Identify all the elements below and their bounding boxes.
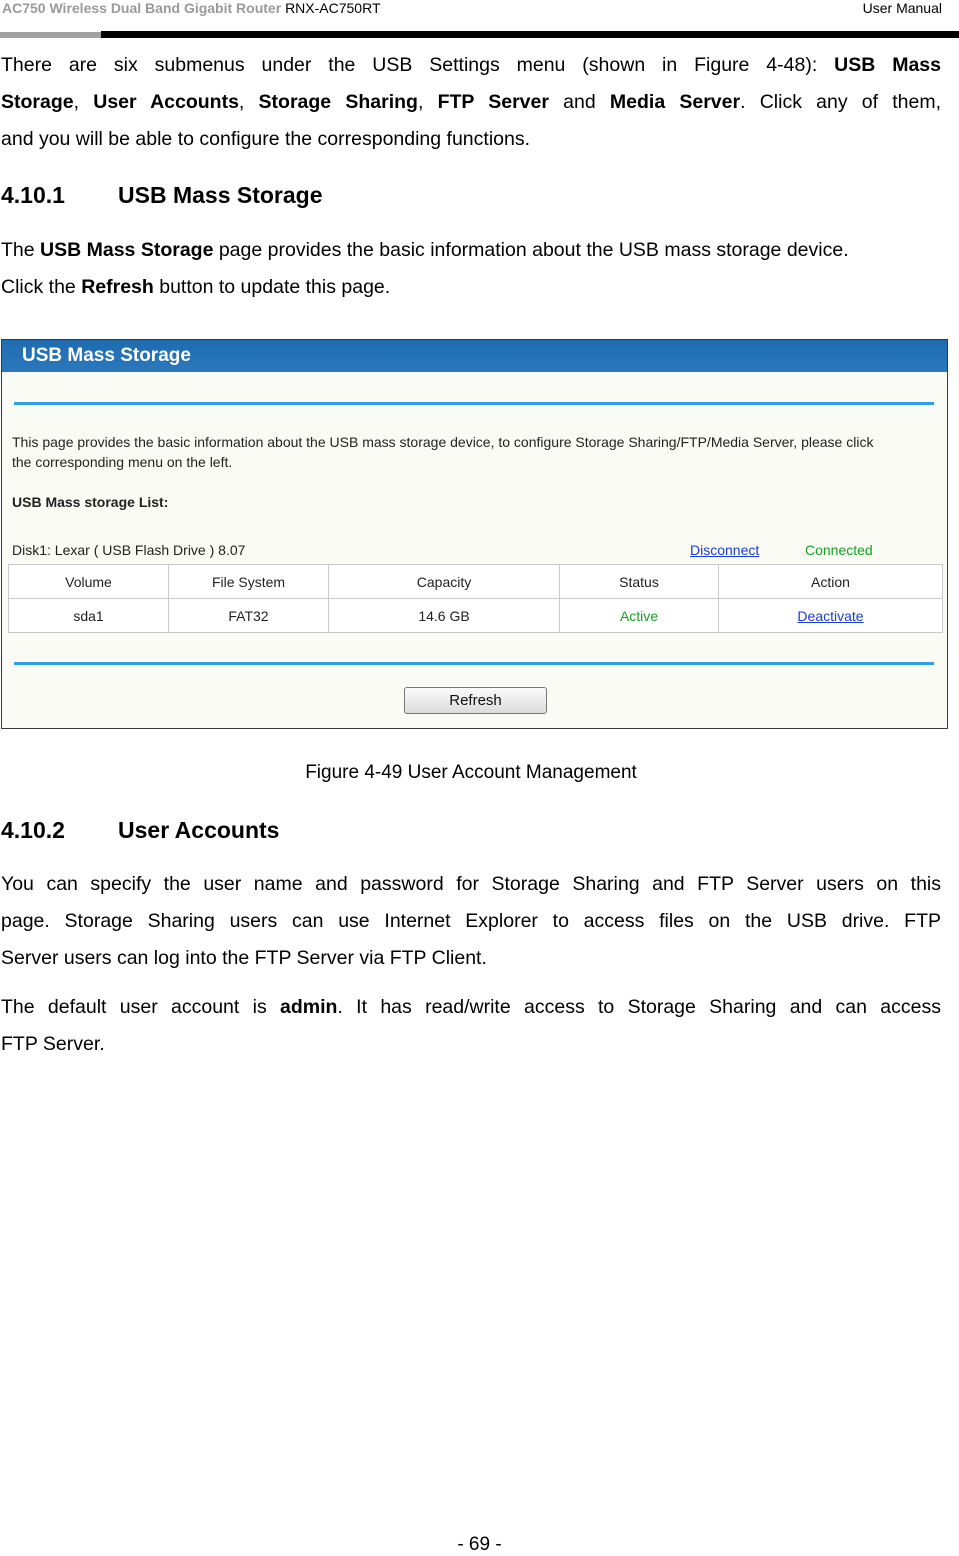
- table-row: [9, 599, 943, 633]
- section-title: User Accounts: [118, 817, 280, 843]
- cell-status: Active: [560, 599, 719, 633]
- header-manual: User Manual: [862, 0, 942, 16]
- section2-paragraph-2: [1, 989, 941, 1063]
- s1-text-c: page provides the basic information about the USB mass storage device.: [213, 239, 849, 261]
- refresh-button[interactable]: Refresh: [404, 687, 547, 714]
- col-file-system: File System: [169, 565, 329, 599]
- intro-and: and: [548, 91, 610, 113]
- col-volume: Volume: [9, 565, 169, 599]
- col-action: Action: [719, 565, 943, 599]
- usb-mass-storage-screenshot: [1, 339, 948, 729]
- figure-divider-top: [14, 402, 934, 405]
- deactivate-link[interactable]: Deactivate: [719, 599, 943, 633]
- s2-p2-line-2: FTP Server.: [1, 1033, 105, 1055]
- intro-line-2: [1, 84, 941, 121]
- storage-list-label: USB Mass storage List:: [12, 494, 169, 510]
- figure-title: USB Mass Storage: [2, 340, 947, 372]
- intro-tail: . Click any of them,: [740, 91, 942, 113]
- figure-divider-bottom: [14, 662, 934, 665]
- header-product: [2, 0, 381, 16]
- section-number: 4.10.1: [1, 182, 65, 208]
- s1-text-d: Click the: [1, 276, 82, 298]
- intro-bold-storage-sharing: Storage Sharing: [258, 91, 418, 113]
- intro-bold-usb-mass: USB Mass: [834, 54, 941, 76]
- intro-paragraph: [1, 47, 941, 158]
- s2-line-2: page. Storage Sharing users can use Internet Explorer to access files on the USB drive. FTP: [1, 910, 941, 932]
- s1-text-a: The: [1, 239, 41, 261]
- usb-storage-table: [8, 564, 943, 633]
- s2-text-c: . It has read/write access to Storage Sharing and can access: [337, 996, 941, 1018]
- figure-description: This page provides the basic information about the USB mass storage device, to configure Storage Sharing/FTP/Media Server, please click the corresponding menu on the left.: [12, 434, 874, 470]
- disk-name: Disk1: Lexar ( USB Flash Drive ) 8.07: [12, 542, 246, 558]
- connected-status: Connected: [805, 542, 873, 558]
- section-number: 4.10.2: [1, 817, 65, 843]
- page-number: - 69 -: [457, 1534, 502, 1555]
- col-status: Status: [560, 565, 719, 599]
- s1-bold: USB Mass Storage: [40, 239, 214, 261]
- cell-capacity: 14.6 GB: [329, 599, 560, 633]
- section-title: USB Mass Storage: [118, 182, 323, 208]
- header-model: RNX-AC750RT: [285, 0, 381, 16]
- intro-bold-media-server: Media Server: [609, 91, 741, 113]
- disconnect-link[interactable]: Disconnect: [690, 542, 760, 558]
- section-heading-usb-mass-storage: [1, 182, 323, 209]
- section1-paragraph: [1, 232, 951, 306]
- intro-text: There are six submenus under the USB Settings menu (shown in Figure 4-48):: [1, 54, 818, 76]
- header-rule-black: [101, 31, 959, 38]
- intro-bold-user-accounts: User Accounts: [93, 91, 239, 113]
- header-rule-gray: [0, 32, 101, 38]
- intro-line-3: and you will be able to configure the corresponding functions.: [1, 128, 531, 150]
- table-header-row: [9, 565, 943, 599]
- section-heading-user-accounts: [1, 817, 279, 844]
- cell-file-system: FAT32: [169, 599, 329, 633]
- intro-sep: ,: [417, 91, 438, 113]
- col-capacity: Capacity: [329, 565, 560, 599]
- s2-text-a: The default user account is: [1, 996, 281, 1018]
- s2-p2-line-1: [1, 989, 941, 1026]
- s2-line-1: You can specify the user name and password for Storage Sharing and FTP Server users on this: [1, 873, 941, 895]
- section1-line-2: [1, 269, 951, 306]
- intro-bold-ftp-server: FTP Server: [437, 91, 549, 113]
- intro-sep: ,: [238, 91, 259, 113]
- s1-text-e: button to update this page.: [153, 276, 391, 298]
- intro-bold-storage: Storage: [1, 91, 74, 113]
- figure-body: [2, 372, 947, 728]
- section2-paragraph-1: [1, 866, 941, 977]
- page-header: [0, 0, 959, 40]
- intro-sep: ,: [73, 91, 94, 113]
- s2-line-3: Server users can log into the FTP Server via FTP Client.: [1, 947, 487, 969]
- s1-bold-refresh: Refresh: [81, 276, 154, 298]
- header-product-name: AC750 Wireless Dual Band Gigabit Router: [2, 0, 282, 16]
- cell-volume: sda1: [9, 599, 169, 633]
- intro-line-1: [1, 47, 941, 84]
- figure-caption: Figure 4-49 User Account Management: [305, 762, 637, 783]
- s2-bold-admin: admin: [280, 996, 338, 1018]
- section1-line-1: [1, 232, 951, 269]
